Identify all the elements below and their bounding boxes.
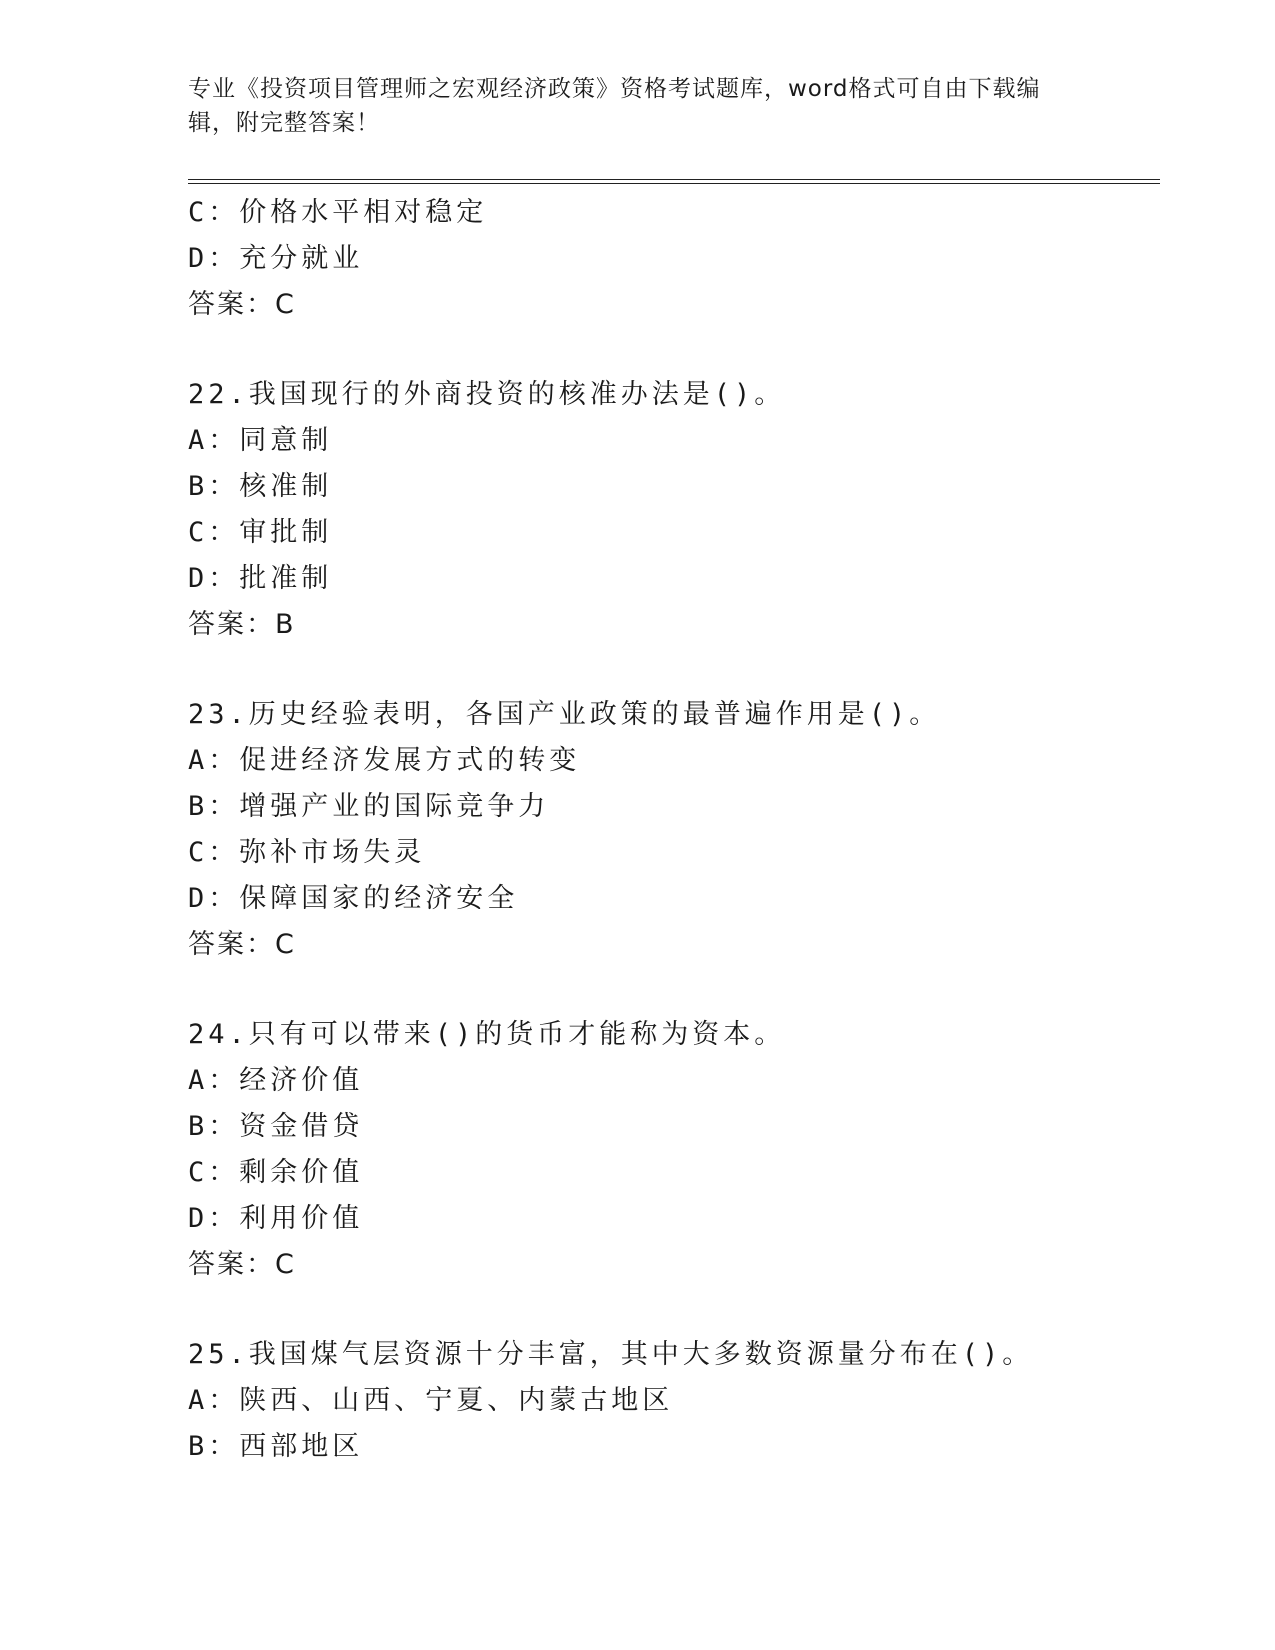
option-d: D：利用价值 [188,1203,364,1234]
question-list [188,190,1148,1470]
option-a: A：同意制 [188,425,333,456]
option-c: C：审批制 [188,517,333,548]
question-block-25 [188,1332,1148,1470]
option-b: B：增强产业的国际竞争力 [188,791,550,822]
question-block-22 [188,372,1148,648]
option-a: A：促进经济发展方式的转变 [188,745,581,776]
header-rule-bottom [188,183,1160,184]
option-c: C：弥补市场失灵 [188,837,426,868]
option-b: B：西部地区 [188,1431,364,1462]
option-d: D：批准制 [188,563,333,594]
answer: 答案：C [188,289,296,320]
answer: 答案：C [188,929,296,960]
spacer [188,648,1148,692]
spacer [188,328,1148,372]
question-block-23 [188,692,1148,968]
option-b: B：资金借贷 [188,1111,364,1142]
option-c: C：价格水平相对稳定 [188,197,488,228]
option-d: D：充分就业 [188,243,364,274]
answer: 答案：B [188,609,296,640]
answer: 答案：C [188,1249,296,1280]
spacer [188,968,1148,1012]
question-stem: 22.我国现行的外商投资的核准办法是()。 [188,379,786,410]
option-a: A：陕西、山西、宁夏、内蒙古地区 [188,1385,674,1416]
question-block-24 [188,1012,1148,1288]
question-block-21 [188,190,1148,328]
header-line-1: 专业《投资项目管理师之宏观经济政策》资格考试题库，word格式可自由下载编 [188,76,1041,102]
header-rule-top [188,179,1160,180]
option-c: C：剩余价值 [188,1157,364,1188]
question-stem: 25.我国煤气层资源十分丰富，其中大多数资源量分布在()。 [188,1339,1034,1370]
option-a: A：经济价值 [188,1065,364,1096]
question-stem: 23.历史经验表明，各国产业政策的最普遍作用是()。 [188,699,941,730]
question-stem: 24.只有可以带来()的货币才能称为资本。 [188,1019,786,1050]
option-b: B：核准制 [188,471,333,502]
spacer [188,1288,1148,1332]
document-header [188,72,1068,140]
option-d: D：保障国家的经济安全 [188,883,519,914]
header-line-2: 辑，附完整答案！ [188,110,380,136]
